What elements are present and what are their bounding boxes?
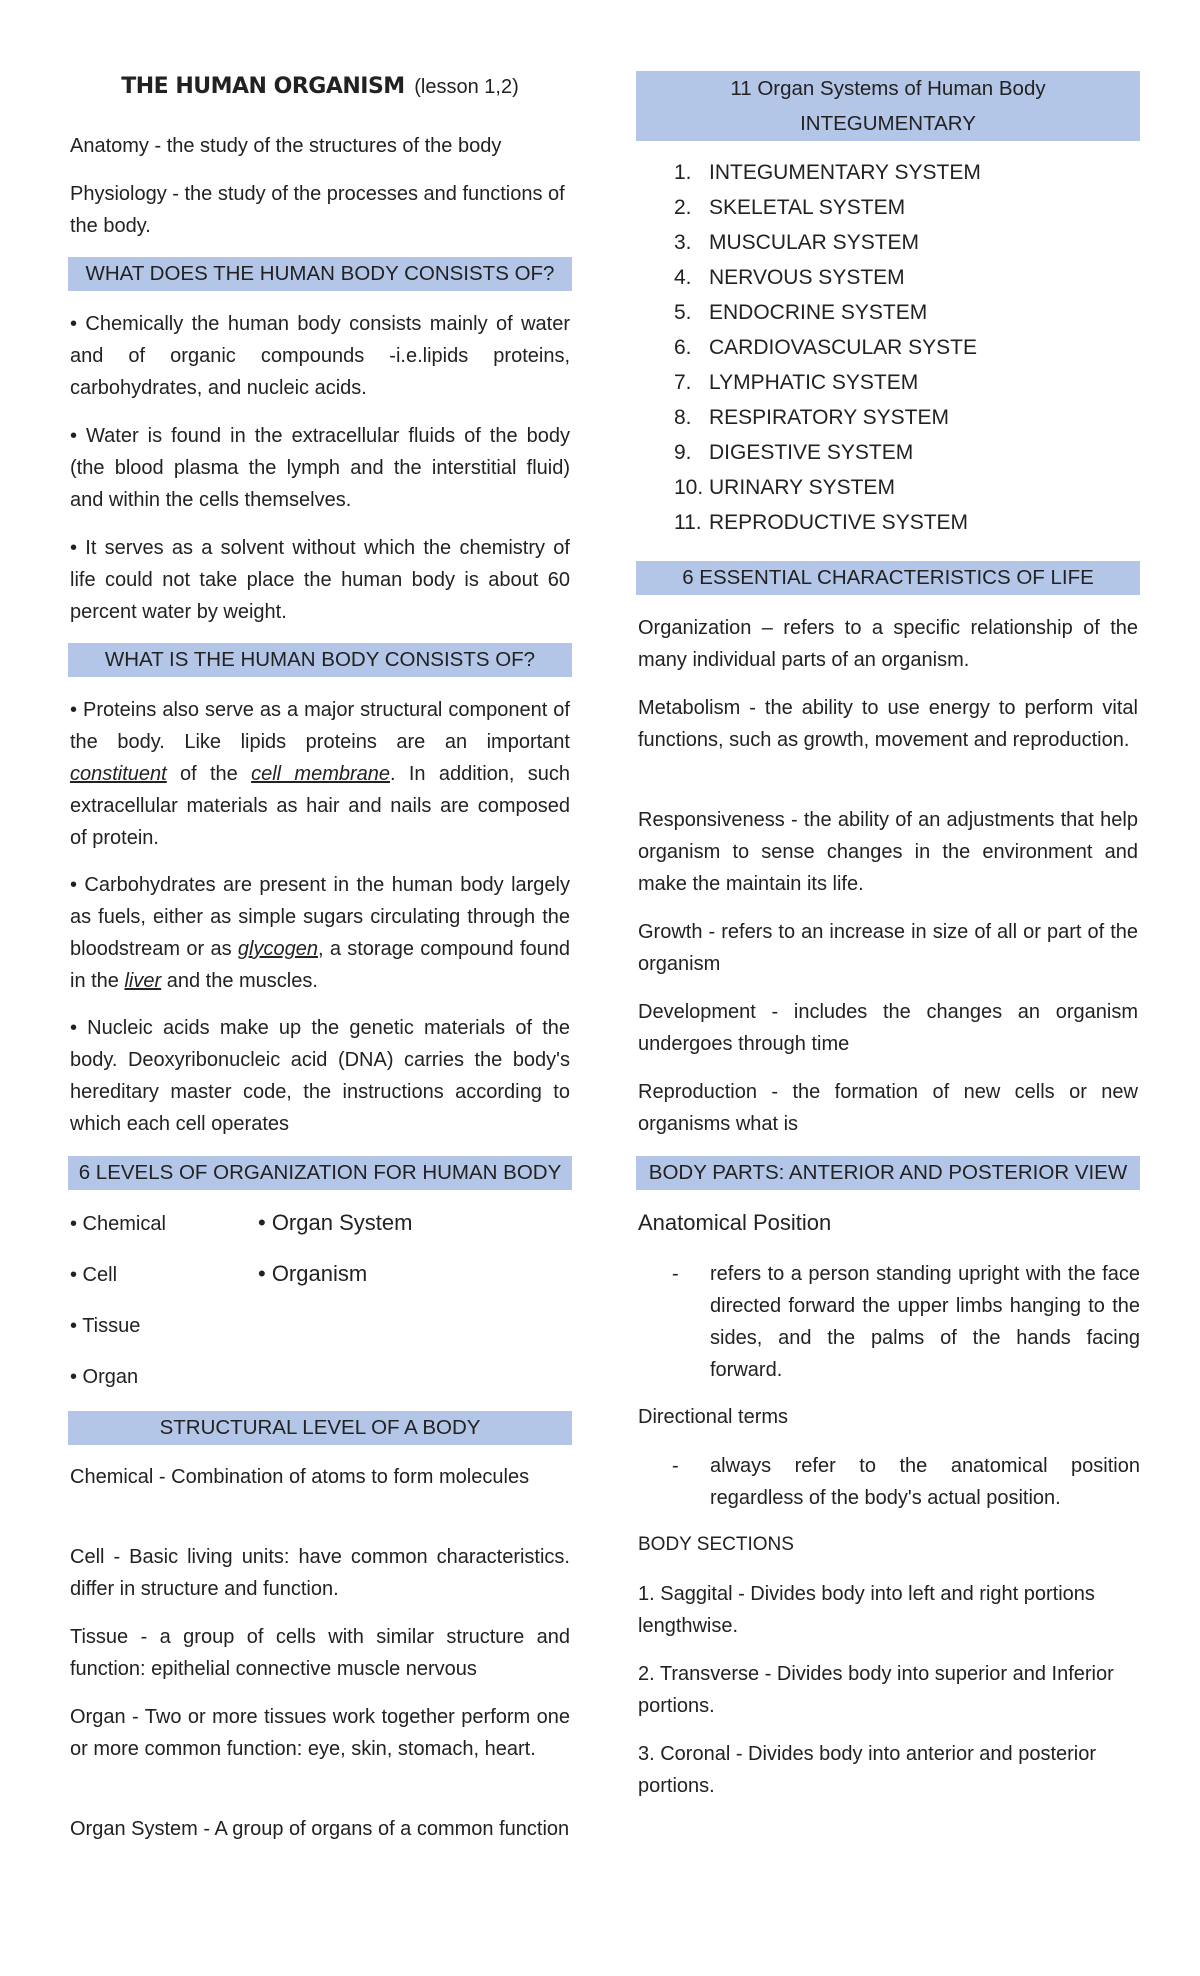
- title-lesson: (lesson 1,2): [414, 76, 519, 98]
- cell-membrane-link: cell membrane: [251, 763, 391, 785]
- proteins-paragraph: [70, 694, 570, 854]
- life-metabolism: Metabolism - the ability to use energy to perform vital functions, such as growth, movement and reproduction.: [638, 697, 1138, 751]
- list-item: [636, 400, 1140, 435]
- list-label: CARDIOVASCULAR SYSTE: [709, 336, 978, 359]
- structural-chemical: Chemical - Combination of atoms to form molecules: [70, 1466, 530, 1488]
- heading-characteristics-of-life: 6 ESSENTIAL CHARACTERISTICS OF LIFE: [636, 561, 1140, 595]
- directional-terms-description: always refer to the anatomical position regardless of the body's actual position.: [710, 1455, 1140, 1509]
- heading-structural-level: STRUCTURAL LEVEL OF A BODY: [68, 1411, 572, 1445]
- dash-bullet: -: [672, 1263, 679, 1285]
- list-label: RESPIRATORY SYSTEM: [709, 406, 950, 429]
- structural-organ-system: Organ System - A group of organs of a common function: [70, 1818, 570, 1840]
- list-item: [636, 155, 1140, 190]
- level-organism: • Organism: [258, 1261, 368, 1286]
- glycogen-link: glycogen: [237, 938, 318, 960]
- structural-tissue: Tissue - a group of cells with similar structure and function: epithelial connective muscle nervous: [70, 1626, 570, 1680]
- list-item: [636, 330, 1140, 365]
- list-label: ENDOCRINE SYSTEM: [709, 301, 928, 324]
- section-coronal: 3. Coronal - Divides body into anterior and posterior portions.: [638, 1743, 1097, 1797]
- list-number: 3.: [674, 231, 692, 254]
- carbs-text-3: and the muscles.: [161, 970, 318, 992]
- carbs-text-1: • Carbohydrates are present in the human body largely as fuels, either as simple sugars circulating through the bloodstream or as: [70, 874, 570, 960]
- physiology-definition: Physiology - the study of the processes and functions of the body.: [70, 183, 565, 237]
- structural-cell: Cell - Basic living units: have common characteristics. differ in structure and function.: [70, 1546, 570, 1600]
- constituent-link: constituent: [70, 763, 167, 785]
- organ-systems-list: [636, 155, 1140, 540]
- list-label: NERVOUS SYSTEM: [709, 266, 905, 289]
- proteins-text-1: • Proteins also serve as a major structural component of the body. Like lipids proteins are an important: [70, 699, 570, 753]
- level-tissue: • Tissue: [70, 1315, 141, 1337]
- life-reproduction: Reproduction - the formation of new cells or new organisms what is: [638, 1081, 1138, 1135]
- list-item: [636, 365, 1140, 400]
- life-development: Development - includes the changes an organism undergoes through time: [638, 1001, 1138, 1055]
- list-item: [636, 190, 1140, 225]
- list-label: REPRODUCTIVE SYSTEM: [709, 511, 969, 534]
- list-label: MUSCULAR SYSTEM: [709, 231, 920, 254]
- section-saggital: 1. Saggital - Divides body into left and right portions lengthwise.: [638, 1583, 1095, 1637]
- list-item: [636, 295, 1140, 330]
- dash-bullet: -: [672, 1455, 679, 1477]
- carbohydrates-paragraph: [70, 869, 570, 997]
- document-title: [68, 74, 572, 99]
- organ-systems-title: 11 Organ Systems of Human Body: [730, 77, 1046, 100]
- organ-systems-subtitle: INTEGUMENTARY: [800, 112, 976, 135]
- water-paragraph: • Water is found in the extracellular fluids of the body (the blood plasma the lymph and the interstitial fluid) and within the cells themselves.: [70, 425, 570, 511]
- list-label: LYMPHATIC SYSTEM: [709, 371, 919, 394]
- list-number: 11.: [674, 511, 702, 534]
- list-number: 8.: [674, 406, 692, 429]
- list-number: 5.: [674, 301, 692, 324]
- life-responsiveness: Responsiveness - the ability of an adjustments that help organism to sense changes in the environment and make the maintain its life.: [638, 809, 1138, 895]
- proteins-text-3: . In addition, such extracellular materials as hair and nails are composed of protein.: [70, 763, 570, 849]
- solvent-paragraph: • It serves as a solvent without which the chemistry of life could not take place the human body is about 60 percent water by weight.: [70, 537, 570, 623]
- anatomical-position-description: refers to a person standing upright with the face directed forward the upper limbs hanging to the sides, and the palms of the hands facing forward.: [710, 1263, 1140, 1381]
- list-label: SKELETAL SYSTEM: [709, 196, 906, 219]
- proteins-text-2: of the: [166, 763, 252, 785]
- nucleic-acids-paragraph: • Nucleic acids make up the genetic materials of the body. Deoxyribonucleic acid (DNA) carries the body's hereditary master code, the instructions according to which each cell operates: [70, 1017, 570, 1135]
- body-sections-label: BODY SECTIONS: [638, 1534, 794, 1555]
- heading-body-parts: BODY PARTS: ANTERIOR AND POSTERIOR VIEW: [636, 1156, 1140, 1190]
- list-number: 2.: [674, 196, 692, 219]
- level-organ: • Organ: [70, 1366, 139, 1388]
- list-label: DIGESTIVE SYSTEM: [709, 441, 914, 464]
- list-item: [636, 225, 1140, 260]
- list-item: [636, 505, 1140, 540]
- liver-link: liver: [124, 970, 162, 992]
- section-transverse: 2. Transverse - Divides body into superior and Inferior portions.: [638, 1663, 1114, 1717]
- list-number: 10.: [674, 476, 704, 499]
- list-item: [636, 260, 1140, 295]
- life-organization: Organization – refers to a specific relationship of the many individual parts of an organism.: [638, 617, 1138, 671]
- heading-what-is-body-consist: WHAT IS THE HUMAN BODY CONSISTS OF?: [68, 643, 572, 677]
- anatomical-position-label: Anatomical Position: [638, 1210, 832, 1235]
- list-item: [636, 470, 1140, 505]
- list-number: 9.: [674, 441, 692, 464]
- heading-what-does-body-consist: WHAT DOES THE HUMAN BODY CONSISTS OF?: [68, 257, 572, 291]
- title-main: THE HUMAN ORGANISM: [121, 74, 405, 99]
- list-item: [636, 435, 1140, 470]
- chemical-composition-paragraph: • Chemically the human body consists mainly of water and of organic compounds -i.e.lipids proteins, carbohydrates, and nucleic acids.: [70, 313, 570, 399]
- level-organ-system: • Organ System: [258, 1210, 413, 1235]
- list-number: 1.: [674, 161, 692, 184]
- heading-levels-of-organization: 6 LEVELS OF ORGANIZATION FOR HUMAN BODY: [68, 1156, 572, 1190]
- list-label: URINARY SYSTEM: [709, 476, 895, 499]
- directional-terms-label: Directional terms: [638, 1406, 789, 1428]
- level-chemical: • Chemical: [70, 1213, 166, 1235]
- structural-organ: Organ - Two or more tissues work together perform one or more common function: eye, skin, stomach, heart.: [70, 1706, 570, 1760]
- list-number: 7.: [674, 371, 692, 394]
- anatomy-definition: Anatomy - the study of the structures of the body: [70, 135, 502, 157]
- list-number: 4.: [674, 266, 692, 289]
- list-number: 6.: [674, 336, 692, 359]
- heading-organ-systems: [636, 71, 1140, 141]
- carbs-text-2: , a storage compound found in the: [70, 938, 571, 992]
- list-label: INTEGUMENTARY SYSTEM: [709, 161, 981, 184]
- life-growth: Growth - refers to an increase in size of all or part of the organism: [638, 921, 1138, 975]
- level-cell: • Cell: [70, 1264, 118, 1286]
